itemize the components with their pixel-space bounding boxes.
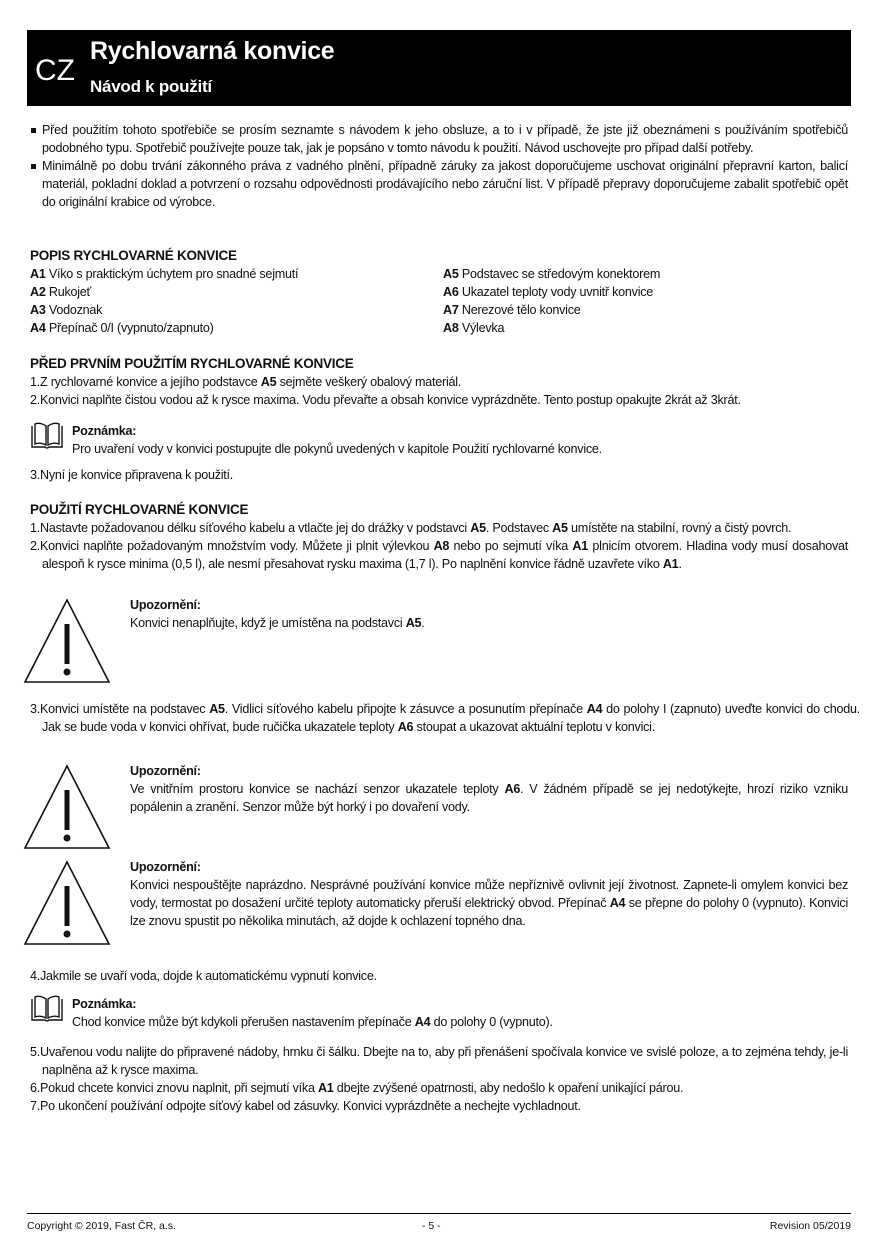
step bbox=[30, 1043, 848, 1079]
revision: Revision 05/2019 bbox=[769, 1220, 851, 1232]
note-text bbox=[72, 1013, 848, 1031]
note-box bbox=[30, 995, 848, 1031]
part-code: A8 bbox=[443, 321, 459, 335]
text-segment: 2.Konvici naplňte čistou vodou až k rysce maxima. Vodu převařte a obsah konvice vyprázdněte. Tento postup opakujte 2krát až 3krát. bbox=[30, 393, 741, 407]
step bbox=[30, 373, 848, 391]
part-item bbox=[30, 265, 443, 283]
warning-box bbox=[22, 762, 848, 816]
part-item bbox=[443, 319, 848, 337]
warning-title: Upozornění: bbox=[130, 598, 201, 612]
final-steps bbox=[30, 1043, 848, 1115]
part-reference: A5 bbox=[209, 702, 225, 716]
text-segment: dbejte zvýšené opatrnosti, aby nedošlo k opaření unikající párou. bbox=[333, 1081, 684, 1095]
part-item bbox=[443, 283, 848, 301]
part-item bbox=[30, 301, 443, 319]
text-segment: 5.Uvařenou vodu nalijte do připravené nádoby, hrnku či šálku. Dbejte na to, aby při přenášení spočívala konvice ve svislé poloze, a to zejména tehdy, je-li naplněna až k rysce maxima. bbox=[30, 1045, 848, 1077]
warning-title: Upozornění: bbox=[130, 764, 201, 778]
note-box bbox=[30, 422, 848, 458]
language-code: CZ bbox=[35, 54, 75, 87]
text-segment: do polohy 0 (vypnuto). bbox=[430, 1015, 553, 1029]
document-title: Rychlovarná konvice bbox=[90, 37, 335, 65]
text-segment: Konvici nespouštějte naprázdno. Nesprávné používání konvice může nepříznivě ovlivnit její životnost. Zapnete-li omylem konvici bez vody, termostat po dosažení určité teploty automaticky přeruší elektrický obvod. Přepínač bbox=[130, 878, 848, 910]
part-code: A2 bbox=[30, 285, 46, 299]
parts-list bbox=[30, 265, 848, 337]
text-segment: se přepne do polohy 0 (vypnuto). Konvici lze znovu spustit po několika minutách, až dojde k ochlazení topného dna. bbox=[130, 896, 848, 928]
part-label: Ukazatel teploty vody uvnitř konvice bbox=[458, 285, 654, 299]
text-segment: 4.Jakmile se uvaří voda, dojde k automatickému vypnutí konvice. bbox=[30, 969, 377, 983]
part-code: A6 bbox=[443, 285, 459, 299]
step bbox=[30, 537, 848, 573]
text-segment: plnicím otvorem. Hladina vody musí dosahovat alespoň k rysce minima (0,5 l), ale nesmí přesahovat rysku maxima (1,7 l). Po naplnění konvice řádně uzavřete víko bbox=[42, 539, 849, 571]
text-segment: do polohy I (zapnuto) uveďte konvici do chodu. Jak se bude voda v konvici ohřívat, bude ručička ukazatele teploty bbox=[42, 702, 860, 734]
part-reference: A6 bbox=[397, 720, 414, 734]
text-segment: 2.Konvici naplňte požadovaným množstvím vody. Můžete ji plnit výlevkou bbox=[30, 539, 434, 553]
step bbox=[30, 700, 860, 736]
warning-triangle-icon bbox=[22, 858, 112, 948]
description-section bbox=[30, 247, 848, 337]
note-text bbox=[72, 440, 848, 458]
text-segment: Konvici nenaplňujte, když je umístěna na podstavci bbox=[130, 616, 406, 630]
text-segment: umístěte na stabilní, rovný a čistý povrch. bbox=[567, 521, 792, 535]
part-label: Výlevka bbox=[458, 321, 505, 335]
book-icon bbox=[30, 995, 64, 1023]
step bbox=[30, 1079, 848, 1097]
part-label: Přepínač 0/I (vypnuto/zapnuto) bbox=[45, 321, 214, 335]
intro-bullet bbox=[30, 157, 848, 211]
book-icon bbox=[30, 422, 64, 450]
part-code: A7 bbox=[443, 303, 459, 317]
step bbox=[30, 967, 848, 985]
text-segment: . Vidlici síťového kabelu připojte k zásuvce a posunutím přepínače bbox=[224, 702, 587, 716]
part-reference: A1 bbox=[572, 539, 589, 553]
part-reference: A1 bbox=[317, 1081, 334, 1095]
part-reference: A8 bbox=[433, 539, 450, 553]
section-heading: POPIS RYCHLOVARNÉ KONVICE bbox=[30, 248, 237, 263]
intro-section bbox=[30, 121, 848, 211]
note-title: Poznámka: bbox=[72, 424, 137, 438]
part-item bbox=[30, 283, 443, 301]
text-segment: Před použitím tohoto spotřebiče se prosím seznamte s návodem k jeho obsluze, a to i v případě, že jste již obeznámeni s používáním spotřebičů podobného typu. Spotřebič používejte pouze tak, jak je popsáno v tomto návodu k použití. Návod uschovejte pro případ další potřeby. bbox=[42, 123, 848, 155]
text-segment: stoupat a ukazovat aktuální teplotu v konvici. bbox=[413, 720, 655, 734]
text-segment: 3.Nyní je konvice připravena k použití. bbox=[30, 468, 234, 482]
part-reference: A6 bbox=[504, 782, 521, 796]
page-footer bbox=[27, 1213, 851, 1232]
text-segment: Ve vnitřním prostoru konvice se nachází senzor ukazatele teploty bbox=[130, 782, 505, 796]
part-reference: A5 bbox=[552, 521, 568, 535]
part-item bbox=[443, 265, 848, 283]
part-reference: A4 bbox=[586, 702, 603, 716]
part-label: Nerezové tělo konvice bbox=[458, 303, 581, 317]
part-reference: A5 bbox=[405, 616, 422, 630]
part-label: Víko s praktickým úchytem pro snadné sejmutí bbox=[45, 267, 299, 281]
warning-box bbox=[22, 596, 848, 632]
part-label: Podstavec se středovým konektorem bbox=[458, 267, 661, 281]
part-label: Rukojeť bbox=[45, 285, 92, 299]
intro-bullet bbox=[30, 121, 848, 157]
text-segment: Chod konvice může být kdykoli přerušen nastavením přepínače bbox=[72, 1015, 415, 1029]
part-label: Vodoznak bbox=[45, 303, 103, 317]
part-reference: A5 bbox=[470, 521, 486, 535]
step bbox=[30, 519, 848, 537]
page-number: - 5 - bbox=[422, 1220, 441, 1232]
text-segment: . bbox=[421, 616, 425, 630]
warning-box bbox=[22, 858, 848, 930]
warning-title: Upozornění: bbox=[130, 860, 201, 874]
text-segment: . V žádném případě se jej nedotýkejte, hrozí riziko vzniku popálenin a zranění. Senzor může být horký i po dovaření vody. bbox=[130, 782, 848, 814]
part-code: A5 bbox=[443, 267, 459, 281]
warning-triangle-icon bbox=[22, 762, 112, 852]
step bbox=[30, 391, 848, 409]
text-segment: Pro uvaření vody v konvici postupujte dle pokynů uvedených v kapitole Použití rychlovarné konvice. bbox=[72, 442, 602, 456]
section-heading: PŘED PRVNÍM POUŽITÍM RYCHLOVARNÉ KONVICE bbox=[30, 356, 354, 371]
part-code: A1 bbox=[30, 267, 46, 281]
section-heading: POUŽITÍ RYCHLOVARNÉ KONVICE bbox=[30, 502, 249, 517]
part-code: A4 bbox=[30, 321, 46, 335]
part-reference: A5 bbox=[260, 375, 277, 389]
text-segment: Minimálně po dobu trvání zákonného práva z vadného plnění, případně záruky za jakost doporučujeme uschovat originální přepravní karton, balicí materiál, pokladní doklad a potvrzení o rozsahu odpovědnosti prodávajícího nebo záruční list. V případě přepravy doporučujeme zabalit spotřebič opět do originální krabice od výrobce. bbox=[42, 159, 848, 209]
warning-text bbox=[130, 780, 848, 816]
part-reference: A4 bbox=[609, 896, 626, 910]
part-reference: A4 bbox=[414, 1015, 431, 1029]
copyright: Copyright © 2019, Fast ČR, a.s. bbox=[27, 1220, 176, 1232]
warning-text bbox=[130, 614, 848, 632]
document-subtitle: Návod k použití bbox=[90, 77, 212, 96]
step bbox=[30, 1097, 848, 1115]
warning-text bbox=[130, 876, 848, 930]
part-item bbox=[443, 301, 848, 319]
part-reference: A1 bbox=[662, 557, 679, 571]
usage-section bbox=[30, 501, 848, 573]
text-segment: 7.Po ukončení používání odpojte síťový kabel od zásuvky. Konvici vyprázdněte a nechejte vychladnout. bbox=[30, 1099, 581, 1113]
step bbox=[30, 466, 848, 484]
text-segment: . bbox=[678, 557, 682, 571]
note-title: Poznámka: bbox=[72, 997, 137, 1011]
warning-triangle-icon bbox=[22, 596, 112, 686]
part-code: A3 bbox=[30, 303, 46, 317]
text-segment: . Podstavec bbox=[485, 521, 553, 535]
text-segment: 3.Konvici umístěte na podstavec bbox=[30, 702, 210, 716]
text-segment: nebo po sejmutí víka bbox=[449, 539, 573, 553]
text-segment: 1.Nastavte požadovanou délku síťového kabelu a vtlačte jej do drážky v podstavci bbox=[30, 521, 471, 535]
before-first-use-section bbox=[30, 355, 848, 409]
text-segment: 1.Z rychlovarné konvice a jejího podstavce bbox=[30, 375, 261, 389]
title-banner bbox=[27, 30, 851, 106]
part-item bbox=[30, 319, 443, 337]
text-segment: sejměte veškerý obalový materiál. bbox=[276, 375, 462, 389]
text-segment: 6.Pokud chcete konvici znovu naplnit, při sejmutí víka bbox=[30, 1081, 318, 1095]
